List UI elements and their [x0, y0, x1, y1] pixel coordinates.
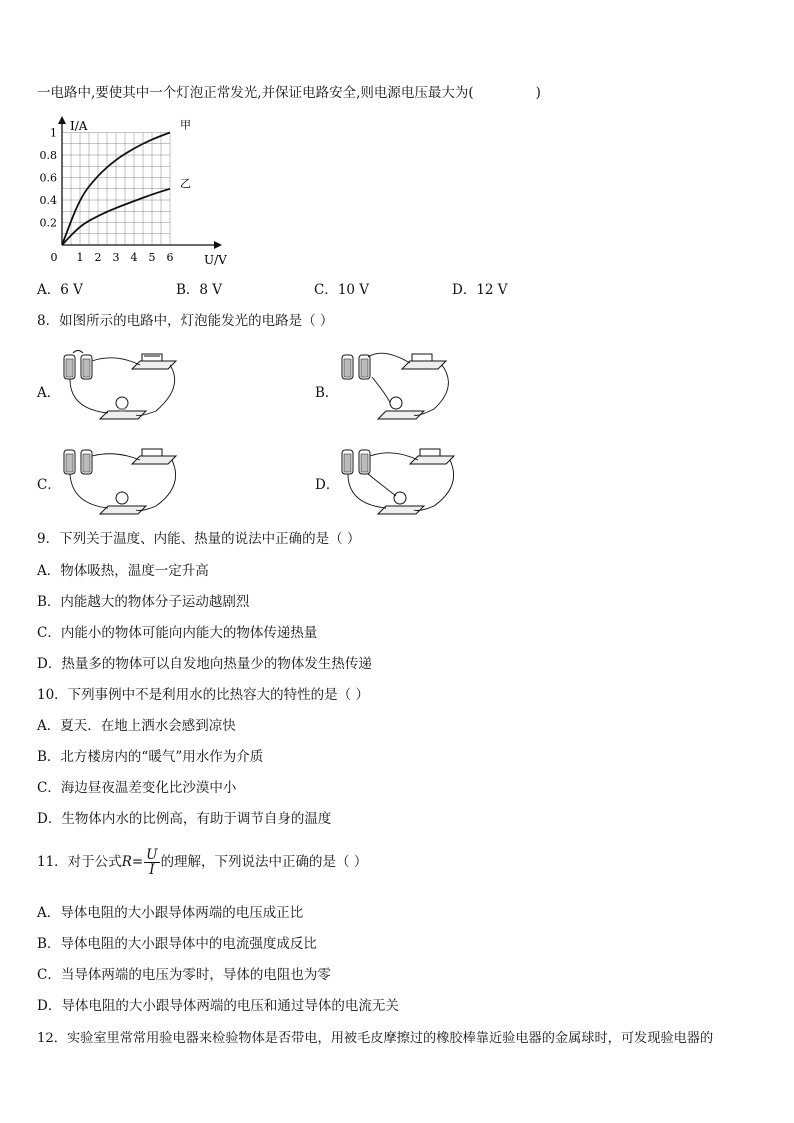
- circuit-diagram-b: [338, 347, 463, 427]
- q9-option-a: A．物体吸热，温度一定升高: [37, 563, 209, 579]
- q11-option-a: A．导体电阻的大小跟导体两端的电压成正比: [37, 905, 304, 921]
- x-tick-label: 6: [166, 251, 174, 264]
- switch: [132, 449, 176, 464]
- circuit-diagram-d: [338, 442, 463, 522]
- switch: [132, 354, 176, 369]
- q10-option-b: B．北方楼房内的“暖气”用水作为介质: [37, 749, 264, 765]
- y-tick-label: 0.4: [39, 194, 57, 207]
- circuit-diagram-a: [60, 347, 185, 427]
- battery-pair: [342, 355, 370, 379]
- circuit-diagram-c: [60, 442, 185, 522]
- x-tick-labels: [51, 251, 174, 264]
- q7-stem-tail: [37, 84, 541, 102]
- q7-option-b: B．8 V: [176, 282, 223, 298]
- q9-option-c: C．内能小的物体可能向内能大的物体传递热量: [37, 625, 318, 641]
- q11-option-b: B．导体电阻的大小跟导体中的电流强度成反比: [37, 936, 317, 952]
- x-tick-label: 4: [130, 251, 138, 264]
- x-tick-label: 3: [112, 251, 120, 264]
- battery-pair: [64, 450, 92, 474]
- x-axis-arrow: [214, 241, 222, 249]
- q9-option-d: D．热量多的物体可以自发地向热量少的物体发生热传递: [37, 656, 372, 672]
- battery-pair: [342, 450, 370, 474]
- formula-denominator: I: [149, 862, 155, 878]
- q7-option-c: C．10 V: [314, 282, 370, 298]
- q10-option-c: C．海边昼夜温差变化比沙漠中小: [37, 780, 237, 796]
- q8-label-b: B．: [315, 385, 339, 401]
- q8-label-c: C．: [37, 477, 61, 493]
- iu-graph: [36, 114, 236, 272]
- series-label: 乙: [180, 176, 191, 190]
- curve-labels: [180, 119, 191, 190]
- q7-stem-text: 一电路中,要使其中一个灯泡正常发光,并保证电路安全,则电源电压最大为(: [37, 85, 474, 101]
- q12-stem: 12．实验室里常常用验电器来检验物体是否带电，用被毛皮摩擦过的橡胶棒靠近验电器的金属球时，可发现验电器的: [37, 1031, 714, 1046]
- series-label: 甲: [180, 118, 191, 132]
- y-tick-label: 0.6: [39, 171, 57, 185]
- x-tick-label: 0: [50, 251, 58, 264]
- q11-option-c: C．当导体两端的电压为零时，导体的电阻也为零: [37, 967, 331, 983]
- q10-option-d: D．生物体内水的比例高，有助于调节自身的温度: [37, 811, 332, 827]
- q7-stem-close: ): [535, 85, 541, 101]
- y-tick-label: 0.2: [39, 216, 57, 230]
- q9-option-b: B．内能越大的物体分子运动越剧烈: [37, 594, 250, 610]
- q7-option-a: A．6 V: [37, 282, 83, 298]
- y-axis-arrow: [58, 116, 66, 124]
- y-axis-label: I/A: [70, 119, 88, 133]
- q10-stem: 10．下列事例中不是利用水的比热容大的特性的是（ ）: [37, 687, 369, 703]
- q11-stem: [37, 848, 367, 877]
- switch: [402, 354, 446, 369]
- q9-stem: 9．下列关于温度、内能、热量的说法中正确的是（ ）: [37, 531, 361, 547]
- y-tick-label: 1: [50, 126, 57, 140]
- q10-option-a: A．夏天．在地上洒水会感到凉快: [37, 718, 236, 734]
- x-axis-label: U/V: [204, 253, 227, 267]
- q11-stem-prefix: 11．对于公式: [37, 854, 122, 870]
- x-tick-label: 2: [94, 251, 102, 264]
- x-tick-label: 1: [76, 251, 84, 264]
- y-tick-labels: [40, 127, 58, 230]
- q8-label-d: D．: [315, 477, 340, 493]
- q11-stem-suffix: 的理解，下列说法中正确的是（ ）: [160, 854, 368, 870]
- q11-option-d: D．导体电阻的大小跟导体两端的电压和通过导体的电流无关: [37, 998, 399, 1014]
- q8-stem: 8．如图所示的电路中，灯泡能发光的电路是（ ）: [37, 313, 334, 329]
- graph-axes: [58, 116, 222, 249]
- formula-lhs: R=: [121, 854, 144, 870]
- x-tick-label: 5: [148, 251, 156, 264]
- formula-numerator: U: [146, 847, 158, 863]
- q8-label-a: A．: [37, 385, 61, 401]
- y-tick-label: 0.8: [39, 149, 57, 162]
- q7-option-d: D．12 V: [452, 282, 508, 298]
- formula-fraction: [144, 848, 159, 877]
- battery-pair: [64, 351, 92, 380]
- switch: [410, 449, 454, 464]
